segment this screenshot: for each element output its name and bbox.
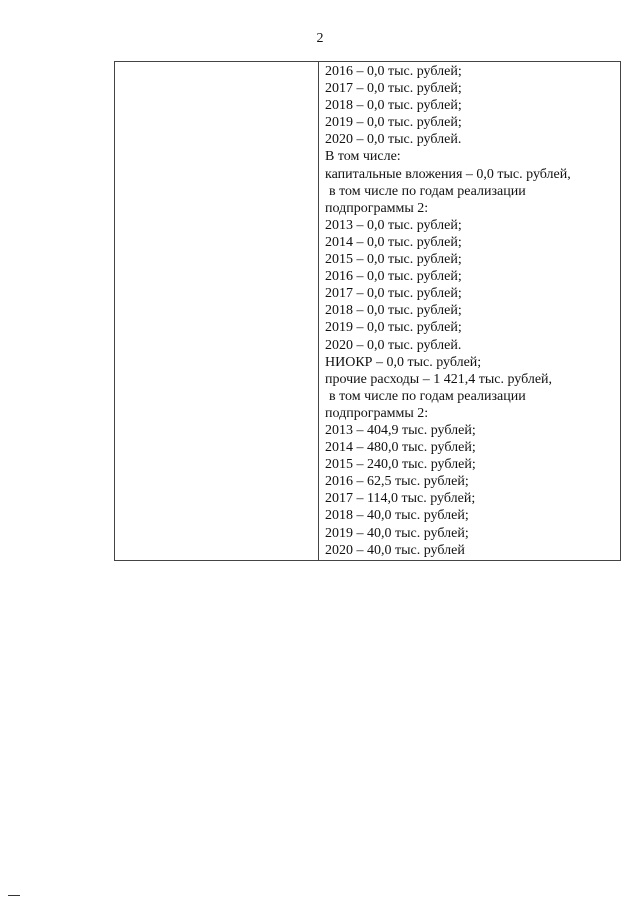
table-text-line: 2020 – 0,0 тыс. рублей.: [325, 132, 462, 148]
table-text-line: 2014 – 0,0 тыс. рублей;: [325, 234, 462, 250]
table-left-cell: [115, 62, 319, 560]
table-text-line: 2015 – 240,0 тыс. рублей;: [325, 457, 476, 473]
table-text-line: 2013 – 0,0 тыс. рублей;: [325, 217, 462, 233]
table-text-line: 2014 – 480,0 тыс. рублей;: [325, 440, 476, 456]
table-text-line: 2017 – 114,0 тыс. рублей;: [325, 491, 476, 507]
table-text-line: 2018 – 40,0 тыс. рублей;: [325, 508, 469, 524]
table-text-line: 2017 – 0,0 тыс. рублей;: [325, 286, 462, 302]
margin-mark: [8, 895, 20, 896]
table-text-line: 2013 – 404,9 тыс. рублей;: [325, 422, 476, 438]
table-text-line: 2019 – 0,0 тыс. рублей;: [325, 115, 462, 131]
table-text-line: 2018 – 0,0 тыс. рублей;: [325, 98, 462, 114]
table-text-line: 2016 – 0,0 тыс. рублей;: [325, 64, 462, 79]
table-text-line: В том числе:: [325, 149, 401, 165]
table-text-line: капитальные вложения – 0,0 тыс. рублей,: [325, 166, 571, 182]
funding-table: [114, 61, 621, 561]
table-text-line: 2020 – 40,0 тыс. рублей: [325, 542, 465, 558]
table-text-line: 2016 – 62,5 тыс. рублей;: [325, 474, 469, 490]
table-text-line: в том числе по годам реализации: [329, 183, 526, 199]
table-text-line: в том числе по годам реализации: [329, 388, 526, 404]
table-text-line: НИОКР – 0,0 тыс. рублей;: [325, 354, 482, 370]
table-text-line: 2017 – 0,0 тыс. рублей;: [325, 81, 462, 97]
table-text-line: подпрограммы 2:: [325, 405, 429, 421]
table-text-line: 2018 – 0,0 тыс. рублей;: [325, 303, 462, 319]
page-number: 2: [316, 31, 324, 46]
table-text-line: 2019 – 0,0 тыс. рублей;: [325, 320, 462, 336]
table-text-line: 2015 – 0,0 тыс. рублей;: [325, 252, 462, 268]
table-text-line: 2016 – 0,0 тыс. рублей;: [325, 269, 462, 285]
table-right-cell: [319, 62, 620, 560]
table-text-line: прочие расходы – 1 421,4 тыс. рублей,: [325, 371, 553, 387]
table-text-line: 2019 – 40,0 тыс. рублей;: [325, 525, 469, 541]
table-text-line: подпрограммы 2:: [325, 200, 429, 216]
table-text-line: 2020 – 0,0 тыс. рублей.: [325, 337, 462, 353]
